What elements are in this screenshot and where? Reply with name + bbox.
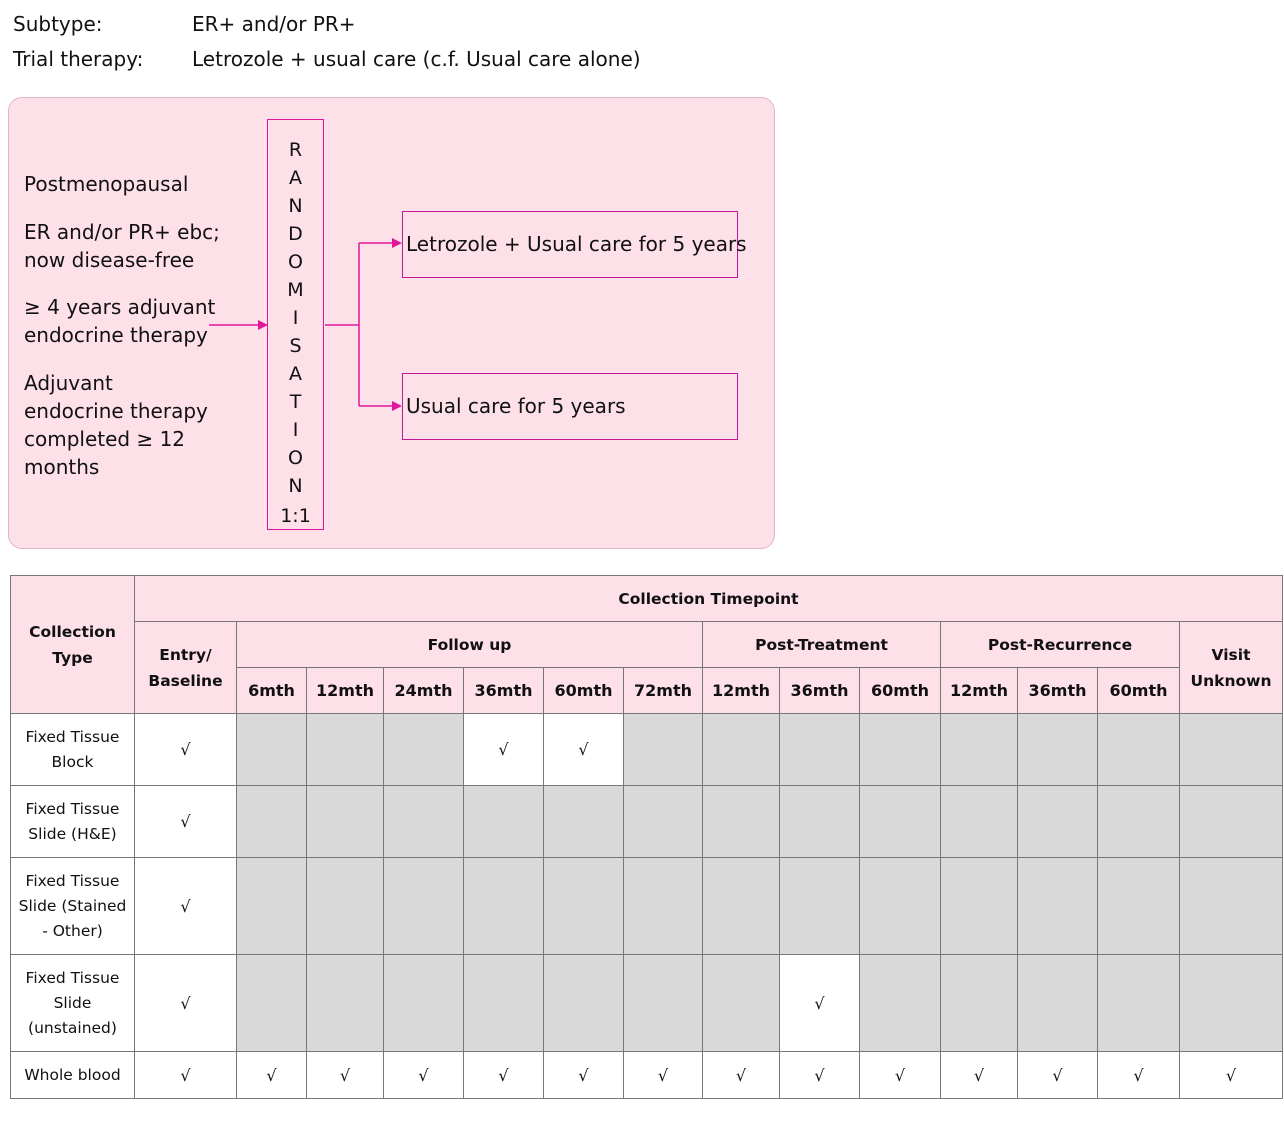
empty-cell bbox=[780, 786, 860, 858]
randomisation-letter: A bbox=[289, 363, 302, 385]
empty-cell bbox=[307, 786, 384, 858]
empty-cell bbox=[1018, 858, 1098, 955]
empty-cell bbox=[1180, 786, 1283, 858]
empty-cell bbox=[780, 714, 860, 786]
table-row bbox=[11, 858, 1283, 955]
empty-cell bbox=[384, 714, 464, 786]
randomisation-letter: R bbox=[288, 139, 303, 161]
collection-type-cell: Whole blood bbox=[11, 1052, 135, 1099]
empty-cell bbox=[307, 955, 384, 1052]
collection-type-cell: Fixed Tissue Slide (H&E) bbox=[11, 786, 135, 858]
randomisation-ratio: 1:1 bbox=[280, 505, 311, 527]
randomisation-letter: I bbox=[292, 419, 299, 441]
empty-cell bbox=[1018, 786, 1098, 858]
randomisation-letter: A bbox=[289, 167, 302, 189]
empty-cell bbox=[1018, 955, 1098, 1052]
check-cell: √ bbox=[135, 858, 237, 955]
empty-cell bbox=[860, 786, 941, 858]
timepoint-column-header: 60mth bbox=[860, 668, 941, 714]
empty-cell bbox=[464, 858, 544, 955]
empty-cell bbox=[464, 786, 544, 858]
empty-cell bbox=[624, 714, 703, 786]
check-cell: √ bbox=[135, 1052, 237, 1099]
timepoint-column-header: 24mth bbox=[384, 668, 464, 714]
collection-timepoint-header: Collection Timepoint bbox=[135, 576, 1283, 622]
timepoint-column-header: 6mth bbox=[237, 668, 307, 714]
group-header-follow-up: Follow up bbox=[237, 622, 703, 668]
empty-cell bbox=[237, 714, 307, 786]
subtype-value: ER+ and/or PR+ bbox=[192, 12, 356, 36]
empty-cell bbox=[703, 786, 780, 858]
empty-cell bbox=[1180, 858, 1283, 955]
timepoint-column-header: 12mth bbox=[941, 668, 1018, 714]
randomisation-letter: N bbox=[288, 195, 303, 217]
timepoint-column-header: 12mth bbox=[307, 668, 384, 714]
check-cell: √ bbox=[780, 955, 860, 1052]
timepoint-column-header: 72mth bbox=[624, 668, 703, 714]
empty-cell bbox=[624, 955, 703, 1052]
check-cell: √ bbox=[464, 1052, 544, 1099]
empty-cell bbox=[941, 714, 1018, 786]
baseline-header: Entry/ Baseline bbox=[135, 622, 237, 714]
check-cell: √ bbox=[464, 714, 544, 786]
timepoint-column-header: 60mth bbox=[544, 668, 624, 714]
empty-cell bbox=[237, 955, 307, 1052]
randomisation-box bbox=[267, 119, 324, 530]
check-cell: √ bbox=[135, 955, 237, 1052]
empty-cell bbox=[544, 955, 624, 1052]
empty-cell bbox=[384, 955, 464, 1052]
check-cell: √ bbox=[703, 1052, 780, 1099]
check-cell: √ bbox=[1180, 1052, 1283, 1099]
empty-cell bbox=[464, 955, 544, 1052]
empty-cell bbox=[1180, 714, 1283, 786]
empty-cell bbox=[941, 786, 1018, 858]
timepoint-column-header: 36mth bbox=[1018, 668, 1098, 714]
empty-cell bbox=[384, 786, 464, 858]
check-cell: √ bbox=[237, 1052, 307, 1099]
randomisation-letter: M bbox=[287, 279, 304, 301]
empty-cell bbox=[860, 858, 941, 955]
subtype-label: Subtype: bbox=[13, 12, 103, 36]
eligibility-criterion: ER and/or PR+ ebc; now disease-free bbox=[24, 220, 220, 272]
check-cell: √ bbox=[1018, 1052, 1098, 1099]
empty-cell bbox=[703, 714, 780, 786]
empty-cell bbox=[544, 858, 624, 955]
visit-unknown-header: Visit Unknown bbox=[1180, 622, 1283, 714]
collection-type-header: Collection Type bbox=[11, 576, 135, 714]
check-cell: √ bbox=[544, 1052, 624, 1099]
collection-type-cell: Fixed Tissue Block bbox=[11, 714, 135, 786]
check-cell: √ bbox=[544, 714, 624, 786]
empty-cell bbox=[941, 858, 1018, 955]
timepoint-column-header: 36mth bbox=[780, 668, 860, 714]
empty-cell bbox=[307, 714, 384, 786]
empty-cell bbox=[860, 955, 941, 1052]
randomisation-letter: T bbox=[289, 391, 302, 413]
empty-cell bbox=[544, 786, 624, 858]
check-cell: √ bbox=[624, 1052, 703, 1099]
eligibility-criterion: Postmenopausal bbox=[24, 172, 189, 196]
table-row bbox=[11, 955, 1283, 1052]
empty-cell bbox=[624, 858, 703, 955]
collection-type-cell: Fixed Tissue Slide (Stained - Other) bbox=[11, 858, 135, 955]
empty-cell bbox=[1098, 786, 1180, 858]
empty-cell bbox=[237, 786, 307, 858]
table-row bbox=[11, 714, 1283, 786]
empty-cell bbox=[1180, 955, 1283, 1052]
timepoint-column-header: 60mth bbox=[1098, 668, 1180, 714]
arm-usual-care-box: Usual care for 5 years bbox=[402, 373, 738, 440]
empty-cell bbox=[941, 955, 1018, 1052]
empty-cell bbox=[860, 714, 941, 786]
trial-therapy-value: Letrozole + usual care (c.f. Usual care alone) bbox=[192, 47, 641, 71]
empty-cell bbox=[384, 858, 464, 955]
check-cell: √ bbox=[860, 1052, 941, 1099]
randomisation-letter: S bbox=[289, 335, 302, 357]
timepoint-column-header: 12mth bbox=[703, 668, 780, 714]
empty-cell bbox=[703, 858, 780, 955]
trial-therapy-label: Trial therapy: bbox=[13, 47, 144, 71]
empty-cell bbox=[703, 955, 780, 1052]
empty-cell bbox=[1098, 714, 1180, 786]
check-cell: √ bbox=[135, 714, 237, 786]
group-header-post-treatment: Post-Treatment bbox=[703, 622, 941, 668]
empty-cell bbox=[1018, 714, 1098, 786]
check-cell: √ bbox=[1098, 1052, 1180, 1099]
empty-cell bbox=[1098, 858, 1180, 955]
empty-cell bbox=[624, 786, 703, 858]
randomisation-letter: O bbox=[288, 251, 303, 273]
randomisation-label bbox=[268, 136, 323, 500]
eligibility-criterion: Adjuvant endocrine therapy completed ≥ 12 months bbox=[24, 371, 208, 479]
check-cell: √ bbox=[780, 1052, 860, 1099]
collection-table bbox=[10, 575, 1283, 1099]
empty-cell bbox=[307, 858, 384, 955]
randomisation-letter: O bbox=[288, 447, 303, 469]
empty-cell bbox=[1098, 955, 1180, 1052]
timepoint-column-header: 36mth bbox=[464, 668, 544, 714]
randomisation-letter: I bbox=[292, 307, 299, 329]
group-header-post-recurrence: Post-Recurrence bbox=[941, 622, 1180, 668]
table-row bbox=[11, 1052, 1283, 1099]
randomisation-letter: D bbox=[288, 223, 303, 245]
empty-cell bbox=[780, 858, 860, 955]
empty-cell bbox=[237, 858, 307, 955]
randomisation-letter: N bbox=[288, 475, 303, 497]
collection-type-cell: Fixed Tissue Slide (unstained) bbox=[11, 955, 135, 1052]
eligibility-criterion: ≥ 4 years adjuvant endocrine therapy bbox=[24, 295, 216, 347]
check-cell: √ bbox=[307, 1052, 384, 1099]
check-cell: √ bbox=[135, 786, 237, 858]
check-cell: √ bbox=[384, 1052, 464, 1099]
table-row bbox=[11, 786, 1283, 858]
check-cell: √ bbox=[941, 1052, 1018, 1099]
arm-letrozole-box: Letrozole + Usual care for 5 years bbox=[402, 211, 738, 278]
